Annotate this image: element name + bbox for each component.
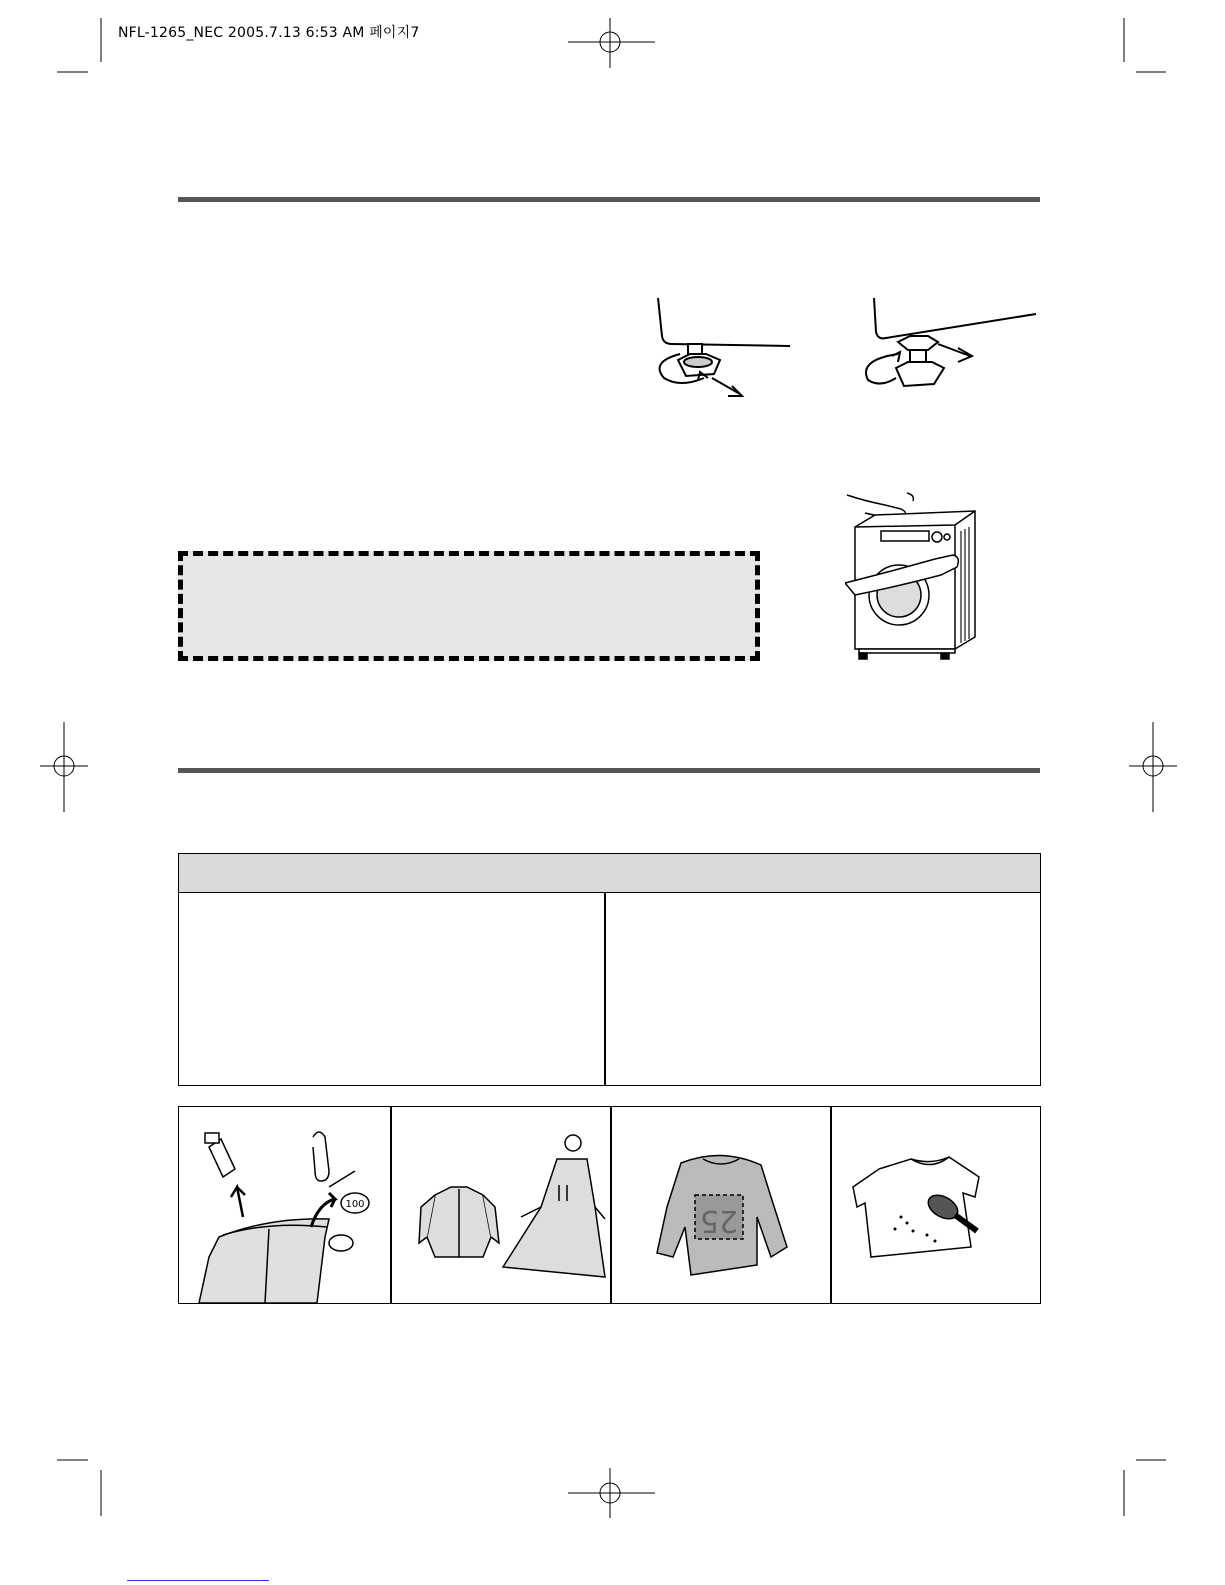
- preparation-image-row: [178, 1106, 1041, 1304]
- registration-mark-bottom: [568, 1468, 655, 1518]
- sweater-number: 25: [699, 1203, 739, 1238]
- section-rule-middle: [178, 768, 1040, 773]
- sweater-icon: [611, 1107, 830, 1303]
- registration-mark-left: [40, 722, 88, 812]
- jacket-apron-icon: [391, 1107, 610, 1303]
- table-header-row: [179, 854, 1040, 893]
- coin-label: 100: [345, 1199, 365, 1210]
- note-box: [178, 551, 760, 661]
- table-column-divider: [604, 892, 606, 1085]
- adjustable-foot-icon: [858, 296, 1038, 406]
- washing-machine-icon: [845, 487, 995, 673]
- adjustable-foot-icon: [640, 296, 800, 406]
- shirt-brush-icon: [831, 1107, 1042, 1303]
- registration-mark-top: [568, 18, 655, 68]
- print-slug: NFL-1265_NEC 2005.7.13 6:53 AM 페이지7: [118, 25, 420, 41]
- registration-mark-right: [1129, 722, 1177, 812]
- link-underline: [127, 1580, 269, 1581]
- info-table: [178, 853, 1041, 1086]
- section-rule-top: [178, 197, 1040, 202]
- trousers-coins-icon: [179, 1107, 390, 1303]
